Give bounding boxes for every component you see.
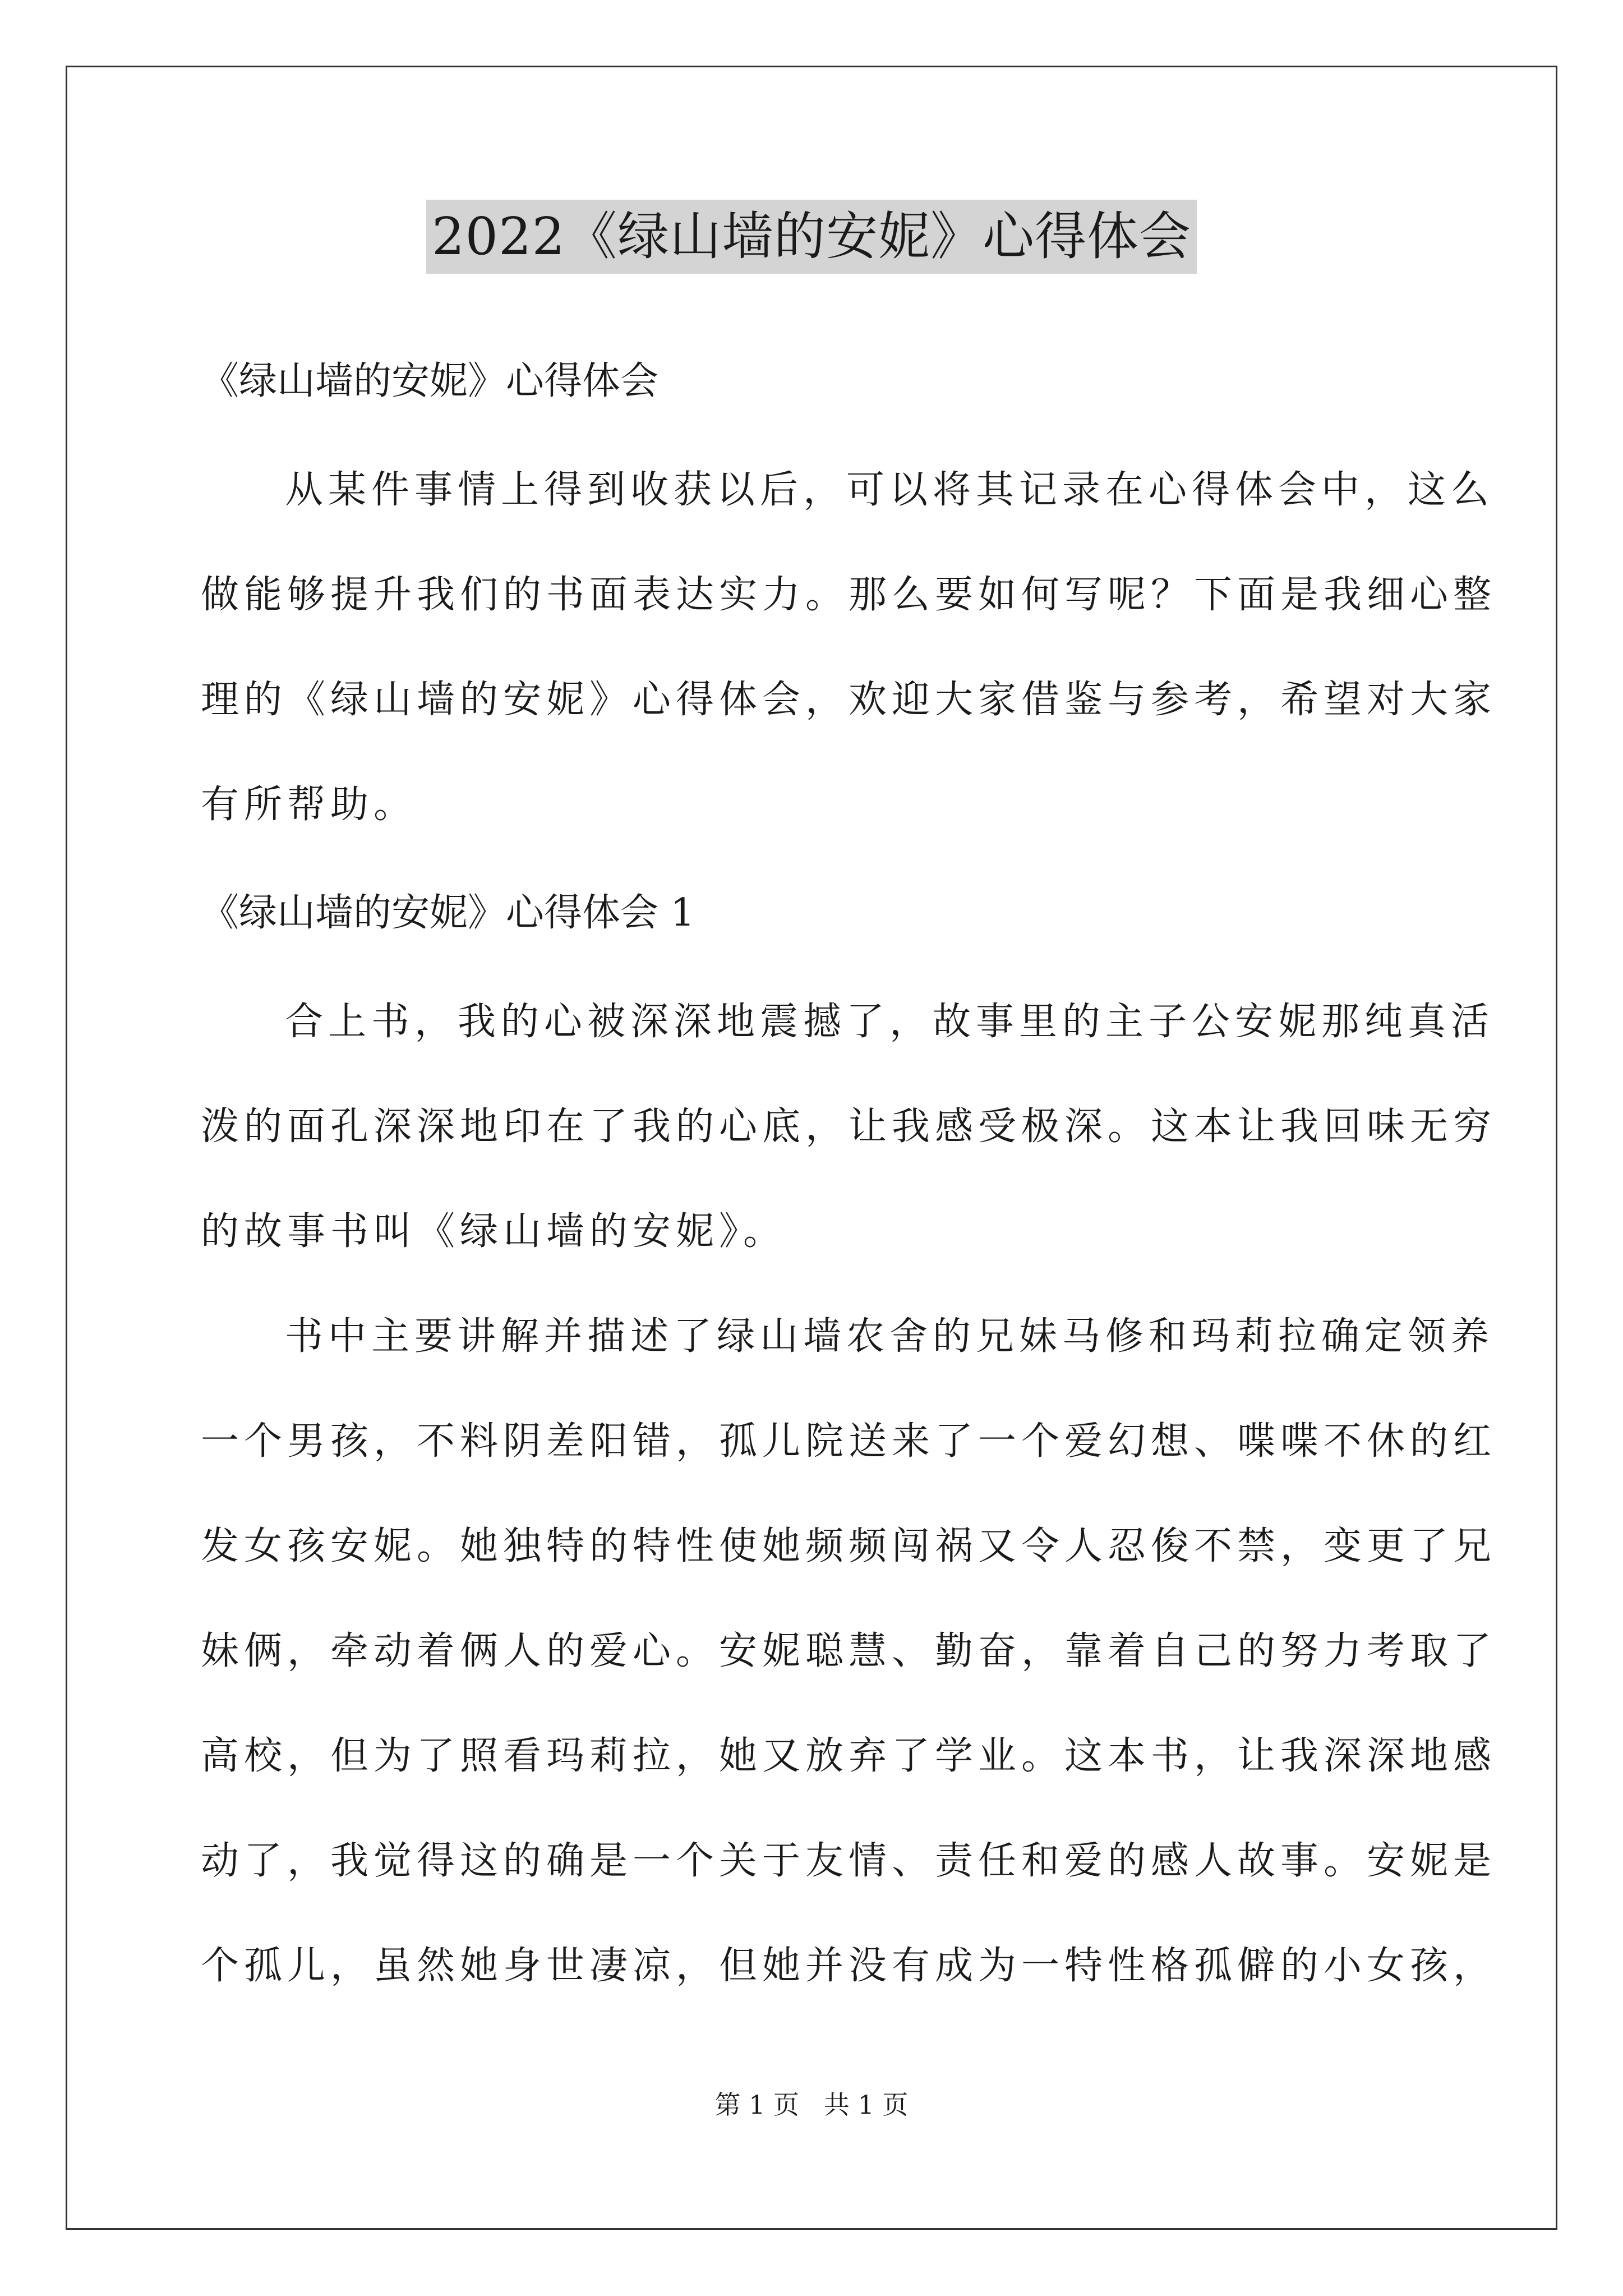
text-line: 合上书，我的心被深深地震撼了，故事里的主子公安妮那纯真活	[285, 1000, 1495, 1044]
document-title: 2022《绿山墙的安妮》心得体会	[426, 200, 1197, 274]
text-line: 泼的面孔深深地印在了我的心底，让我感受极深。这本让我回味无穷	[201, 1105, 1497, 1149]
text-line: 理的《绿山墙的安妮》心得体会，欢迎大家借鉴与参考，希望对大家	[201, 678, 1497, 722]
text-line: 一个男孩，不料阴差阳错，孤儿院送来了一个爱幻想、喋喋不休的红	[201, 1419, 1497, 1464]
title-container	[0, 200, 1623, 274]
text-line: 动了，我觉得这的确是一个关于友情、责任和爱的感人故事。安妮是	[201, 1839, 1497, 1883]
text-line: 发女孩安妮。她独特的特性使她频频闯祸又令人忍俊不禁，变更了兄	[201, 1524, 1497, 1568]
text-line: 的故事书叫《绿山墙的安妮》。	[201, 1209, 787, 1254]
paragraph-2	[201, 1284, 1497, 2018]
paragraph-intro	[201, 438, 1497, 857]
text-line: 个孤儿，虽然她身世凄凉，但她并没有成为一特性格孤僻的小女孩，	[201, 1944, 1497, 1988]
page-footer: 第 1 页 共 1 页	[714, 2090, 909, 2120]
text-line: 书中主要讲解并描述了绿山墙农舍的兄妹马修和玛莉拉确定领养	[285, 1314, 1495, 1359]
section-heading-intro: 《绿山墙的安妮》心得体会	[201, 359, 659, 403]
text-line: 做能够提升我们的书面表达实力。那么要如何写呢？下面是我细心整	[201, 573, 1497, 617]
text-line: 妹俩，牵动着俩人的爱心。安妮聪慧、勤奋，靠着自己的努力考取了	[201, 1629, 1497, 1673]
paragraph-1	[201, 969, 1497, 1284]
section-heading-1: 《绿山墙的安妮》心得体会 1	[201, 891, 695, 935]
text-line: 从某件事情上得到收获以后，可以将其记录在心得体会中，这么	[285, 468, 1495, 512]
document-body	[201, 331, 1497, 2018]
text-line: 有所帮助。	[201, 783, 417, 827]
text-line: 高校，但为了照看玛莉拉，她又放弃了学业。这本书，让我深深地感	[201, 1734, 1497, 1778]
